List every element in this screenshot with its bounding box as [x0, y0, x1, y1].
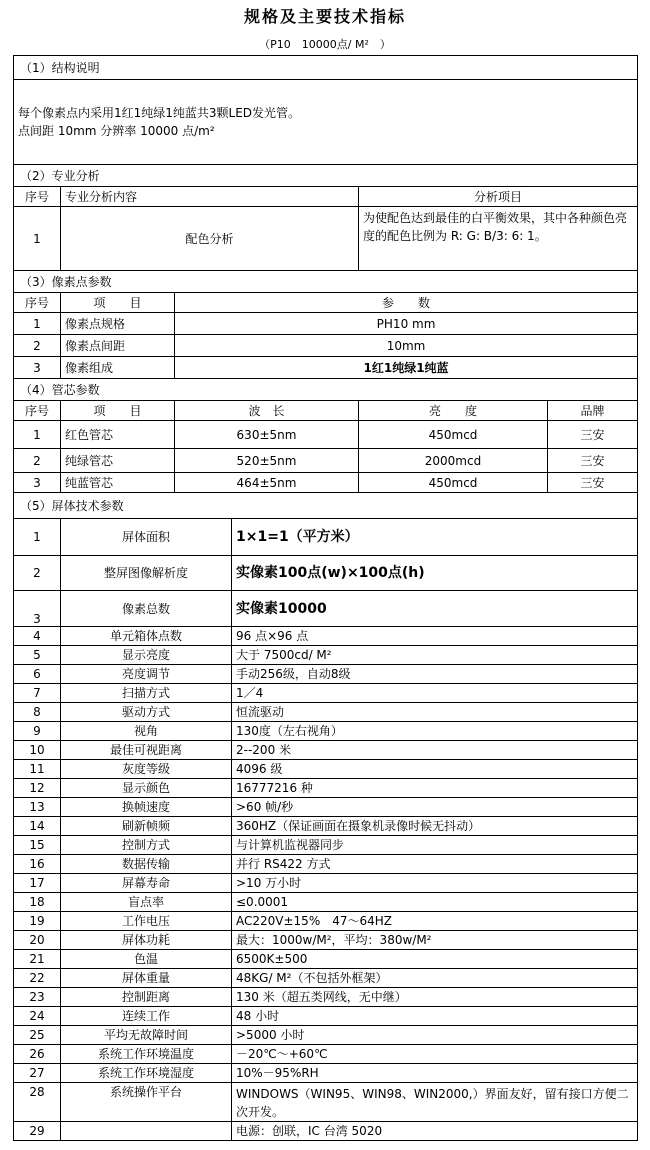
chip-row-item: 纯绿管芯 [61, 449, 175, 473]
screen-row-no: 23 [14, 988, 61, 1007]
screen-row-item: 数据传输 [61, 855, 232, 874]
chip-row-brand: 三安 [548, 473, 638, 493]
screen-row-no: 22 [14, 969, 61, 988]
screen-row-value: 48KG/ M²（不包括外框架） [232, 969, 638, 988]
screen-row-item: 视角 [61, 722, 232, 741]
screen-row-value: 1×1=1（平方米） [232, 519, 638, 556]
section-2-header: （2）专业分析 [14, 165, 638, 187]
screen-row-no: 5 [14, 646, 61, 665]
screen-row-item: 屏体功耗 [61, 931, 232, 950]
structure-line-1: 每个像素点内采用1红1纯绿1纯蓝共3颗LED发光管。 [18, 106, 301, 120]
screen-row-value: 并行 RS422 方式 [232, 855, 638, 874]
pixel-row-param: 1红1纯绿1纯蓝 [175, 357, 638, 379]
page-title: 规格及主要技术指标 [243, 7, 406, 26]
chip-row-wavelength: 520±5nm [175, 449, 359, 473]
chip-row-item: 纯蓝管芯 [61, 473, 175, 493]
screen-row-no: 18 [14, 893, 61, 912]
screen-row-value: 与计算机监视器同步 [232, 836, 638, 855]
screen-row-no: 17 [14, 874, 61, 893]
col-header-content: 专业分析内容 [61, 187, 359, 207]
screen-row-value: 2--200 米 [232, 741, 638, 760]
pixel-row-no: 3 [14, 357, 61, 379]
structure-line-2: 点间距 10mm 分辨率 10000 点/m² [18, 124, 215, 138]
screen-row-value: 1／4 [232, 684, 638, 703]
screen-row-item: 工作电压 [61, 912, 232, 931]
spec-table [13, 55, 638, 1141]
screen-row-value: 96 点×96 点 [232, 627, 638, 646]
screen-row-item: 屏体重量 [61, 969, 232, 988]
screen-row-item: 整屏图像解析度 [61, 556, 232, 591]
screen-row-no: 6 [14, 665, 61, 684]
pixel-row-no: 1 [14, 313, 61, 335]
col-header-item: 项 目 [61, 401, 175, 421]
screen-row-item: 亮度调节 [61, 665, 232, 684]
col-header-analysis-item: 分析项目 [359, 187, 638, 207]
chip-row-no: 2 [14, 449, 61, 473]
screen-row-item [61, 1122, 232, 1141]
chip-row-brightness: 2000mcd [359, 449, 548, 473]
screen-row-value: 实像素100点(w)×100点(h) [232, 556, 638, 591]
section-4-header: （4）管芯参数 [14, 379, 638, 401]
chip-row-wavelength: 464±5nm [175, 473, 359, 493]
pixel-row-param: 10mm [175, 335, 638, 357]
screen-row-value: >60 帧/秒 [232, 798, 638, 817]
screen-row-item: 刷新帧频 [61, 817, 232, 836]
screen-row-value: >10 万小时 [232, 874, 638, 893]
screen-row-item: 换帧速度 [61, 798, 232, 817]
screen-row-no: 13 [14, 798, 61, 817]
screen-row-value: 4096 级 [232, 760, 638, 779]
screen-row-no: 11 [14, 760, 61, 779]
screen-row-item: 屏幕寿命 [61, 874, 232, 893]
analysis-row-item: 为使配色达到最佳的白平衡效果，其中各种颜色亮度的配色比例为 R: G: B/3: 6: 1。 [359, 207, 638, 271]
chip-row-no: 3 [14, 473, 61, 493]
screen-row-no: 19 [14, 912, 61, 931]
screen-row-value: 16777216 种 [232, 779, 638, 798]
screen-row-no: 21 [14, 950, 61, 969]
screen-row-value: 大于 7500cd/ M² [232, 646, 638, 665]
chip-row-item: 红色管芯 [61, 421, 175, 449]
screen-row-item: 盲点率 [61, 893, 232, 912]
screen-row-item: 驱动方式 [61, 703, 232, 722]
col-header-no: 序号 [14, 401, 61, 421]
screen-row-item: 显示亮度 [61, 646, 232, 665]
pixel-row-item: 像素点间距 [61, 335, 175, 357]
pixel-row-item: 像素点规格 [61, 313, 175, 335]
screen-row-value: 130度（左右视角） [232, 722, 638, 741]
screen-row-item: 屏体面积 [61, 519, 232, 556]
screen-row-value: 电源：创联，IC 台湾 5020 [232, 1122, 638, 1141]
screen-row-no: 14 [14, 817, 61, 836]
screen-row-value: >5000 小时 [232, 1026, 638, 1045]
chip-row-brand: 三安 [548, 421, 638, 449]
col-header-wavelength: 波 长 [175, 401, 359, 421]
section-3-header: （3）像素点参数 [14, 271, 638, 293]
section-5-header: （5）屏体技术参数 [14, 493, 638, 519]
screen-row-no: 3 [14, 591, 61, 627]
screen-row-no: 15 [14, 836, 61, 855]
page-subtitle: （P10 10000点/ M² ） [259, 38, 391, 51]
analysis-row-content: 配色分析 [61, 207, 359, 271]
section-1-header: （1）结构说明 [14, 56, 638, 80]
screen-row-no: 12 [14, 779, 61, 798]
screen-row-no: 2 [14, 556, 61, 591]
screen-row-item: 平均无故障时间 [61, 1026, 232, 1045]
col-header-brand: 品牌 [548, 401, 638, 421]
chip-row-no: 1 [14, 421, 61, 449]
screen-row-value: 恒流驱动 [232, 703, 638, 722]
screen-row-no: 20 [14, 931, 61, 950]
screen-row-no: 26 [14, 1045, 61, 1064]
screen-row-item: 系统工作环境湿度 [61, 1064, 232, 1083]
screen-row-item: 连续工作 [61, 1007, 232, 1026]
screen-row-no: 16 [14, 855, 61, 874]
col-header-item: 项 目 [61, 293, 175, 313]
screen-row-no: 27 [14, 1064, 61, 1083]
screen-row-item: 最佳可视距离 [61, 741, 232, 760]
analysis-row-no: 1 [14, 207, 61, 271]
screen-row-value: 130 米（超五类网线，无中继） [232, 988, 638, 1007]
screen-row-no: 24 [14, 1007, 61, 1026]
pixel-row-param: PH10 mm [175, 313, 638, 335]
chip-row-brightness: 450mcd [359, 473, 548, 493]
screen-row-value: 手动256级，自动8级 [232, 665, 638, 684]
screen-row-item: 系统操作平台 [61, 1083, 232, 1122]
pixel-row-no: 2 [14, 335, 61, 357]
screen-row-value: ≤0.0001 [232, 893, 638, 912]
screen-row-no: 8 [14, 703, 61, 722]
screen-row-item: 显示颜色 [61, 779, 232, 798]
screen-row-item: 系统工作环境温度 [61, 1045, 232, 1064]
screen-row-value: 360HZ（保证画面在摄象机录像时候无抖动） [232, 817, 638, 836]
chip-row-brightness: 450mcd [359, 421, 548, 449]
screen-row-item: 单元箱体点数 [61, 627, 232, 646]
chip-row-brand: 三安 [548, 449, 638, 473]
col-header-no: 序号 [14, 187, 61, 207]
section-1-body [14, 80, 638, 165]
screen-row-value: －20℃～+60℃ [232, 1045, 638, 1064]
col-header-brightness: 亮 度 [359, 401, 548, 421]
screen-row-no: 1 [14, 519, 61, 556]
screen-row-no: 10 [14, 741, 61, 760]
screen-row-no: 7 [14, 684, 61, 703]
screen-row-no: 9 [14, 722, 61, 741]
screen-row-item: 扫描方式 [61, 684, 232, 703]
screen-row-value: 6500K±500 [232, 950, 638, 969]
screen-row-item: 像素总数 [61, 591, 232, 627]
screen-row-value: 最大：1000w/M²，平均：380w/M² [232, 931, 638, 950]
chip-row-wavelength: 630±5nm [175, 421, 359, 449]
screen-row-no: 29 [14, 1122, 61, 1141]
screen-row-value: WINDOWS（WIN95、WIN98、WIN2000,）界面友好，留有接口方便二次开发。 [232, 1083, 638, 1122]
screen-row-item: 控制方式 [61, 836, 232, 855]
screen-row-value: 48 小时 [232, 1007, 638, 1026]
screen-row-value: 10%－95%RH [232, 1064, 638, 1083]
screen-row-no: 25 [14, 1026, 61, 1045]
screen-row-value: 实像素10000 [232, 591, 638, 627]
screen-row-value: AC220V±15% 47～64HZ [232, 912, 638, 931]
screen-row-no: 4 [14, 627, 61, 646]
screen-row-no: 28 [14, 1083, 61, 1122]
pixel-row-item: 像素组成 [61, 357, 175, 379]
screen-row-item: 灰度等级 [61, 760, 232, 779]
screen-row-item: 控制距离 [61, 988, 232, 1007]
col-header-no: 序号 [14, 293, 61, 313]
screen-row-item: 色温 [61, 950, 232, 969]
col-header-param: 参 数 [175, 293, 638, 313]
